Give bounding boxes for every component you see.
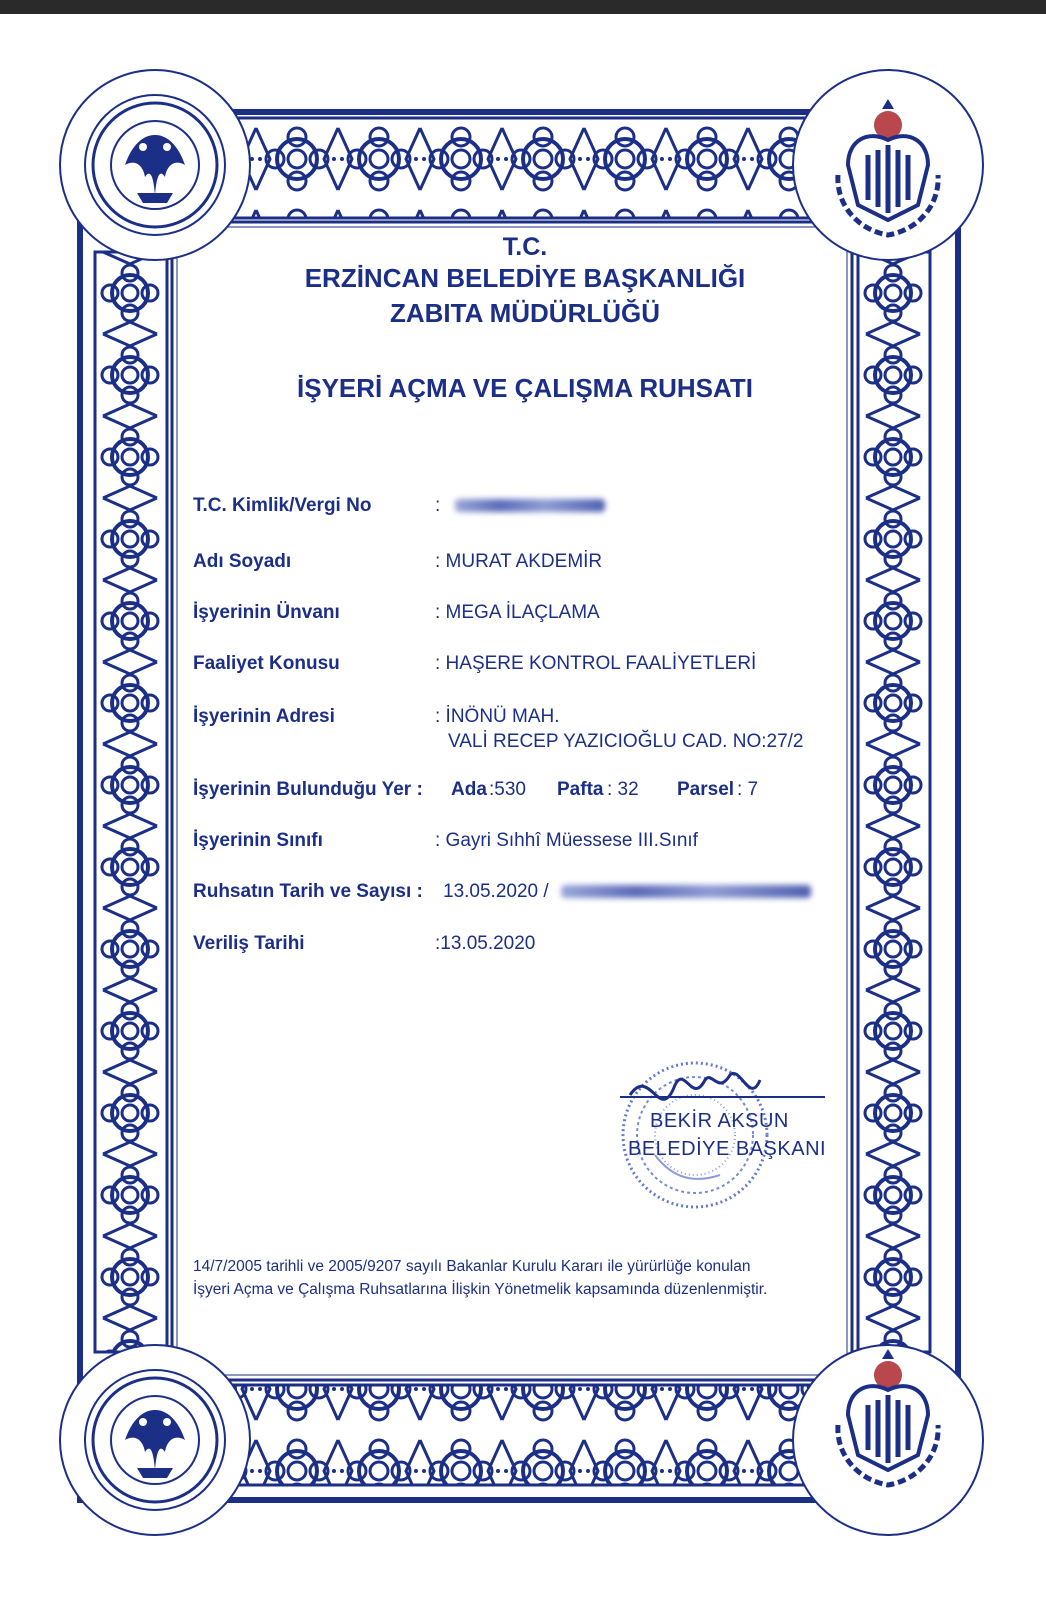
field-separator: : (435, 495, 441, 516)
field-value: 13.05.2020 / (443, 881, 549, 902)
field-label: İşyerinin Sınıfı (193, 830, 323, 851)
pafta-value: : 32 (607, 779, 639, 800)
parsel-value: : 7 (737, 779, 759, 800)
field-value: : HAŞERE KONTROL FAALİYETLERİ (435, 653, 757, 674)
signatory-name: BEKİR AKSUN (650, 1110, 789, 1132)
redacted-value (561, 885, 811, 898)
field-label: T.C. Kimlik/Vergi No (193, 495, 372, 516)
zabita-badge-icon (818, 1345, 958, 1495)
field-label: İşyerinin Adresi (193, 706, 335, 727)
ada-label: Ada (451, 779, 487, 800)
field-label: İşyerinin Ünvanı (193, 602, 340, 623)
parsel-label: Parsel (677, 779, 735, 800)
redacted-value (455, 499, 605, 512)
municipality-seal-icon (85, 1370, 225, 1510)
field-label: Faaliyet Konusu (193, 653, 340, 674)
signatory-title: BELEDİYE BAŞKANI (628, 1138, 827, 1160)
field-label: İşyerinin Bulunduğu Yer : (193, 779, 423, 800)
field-value: : MEGA İLAÇLAMA (435, 602, 600, 623)
field-label: Adı Soyadı (193, 551, 292, 572)
pafta-label: Pafta (557, 779, 604, 800)
field-label: Veriliş Tarihi (193, 933, 305, 954)
municipality-seal-icon (85, 95, 225, 235)
header-municipality: ERZİNCAN BELEDİYE BAŞKANLIĞI (304, 263, 746, 293)
field-value: : MURAT AKDEMİR (435, 551, 603, 572)
official-stamp-icon (600, 1035, 840, 1235)
header-department: ZABITA MÜDÜRLÜĞÜ (389, 298, 661, 328)
field-value-line1: : İNÖNÜ MAH. (435, 706, 560, 727)
field-value: :13.05.2020 (435, 933, 536, 954)
field-value: : Gayri Sıhhî Müessese III.Sınıf (435, 830, 698, 851)
header-tc: T.C. (502, 233, 548, 261)
regulation-note-line1: 14/7/2005 tarihli ve 2005/9207 sayılı Bakanlar Kurulu Kararı ile yürürlüğe konulan (193, 1258, 751, 1275)
regulation-note (193, 1255, 767, 1301)
document-title: İŞYERİ AÇMA VE ÇALIŞMA RUHSATI (297, 373, 753, 403)
regulation-note-line2: İşyeri Açma ve Çalışma Ruhsatlarına İlişkin Yönetmelik kapsamında düzenlenmiştir. (193, 1281, 768, 1298)
field-value-line2: VALİ RECEP YAZICIOĞLU CAD. NO:27/2 (448, 731, 804, 752)
zabita-badge-icon (818, 95, 958, 245)
ada-value: :530 (489, 779, 526, 800)
field-label: Ruhsatın Tarih ve Sayısı : (193, 881, 423, 902)
